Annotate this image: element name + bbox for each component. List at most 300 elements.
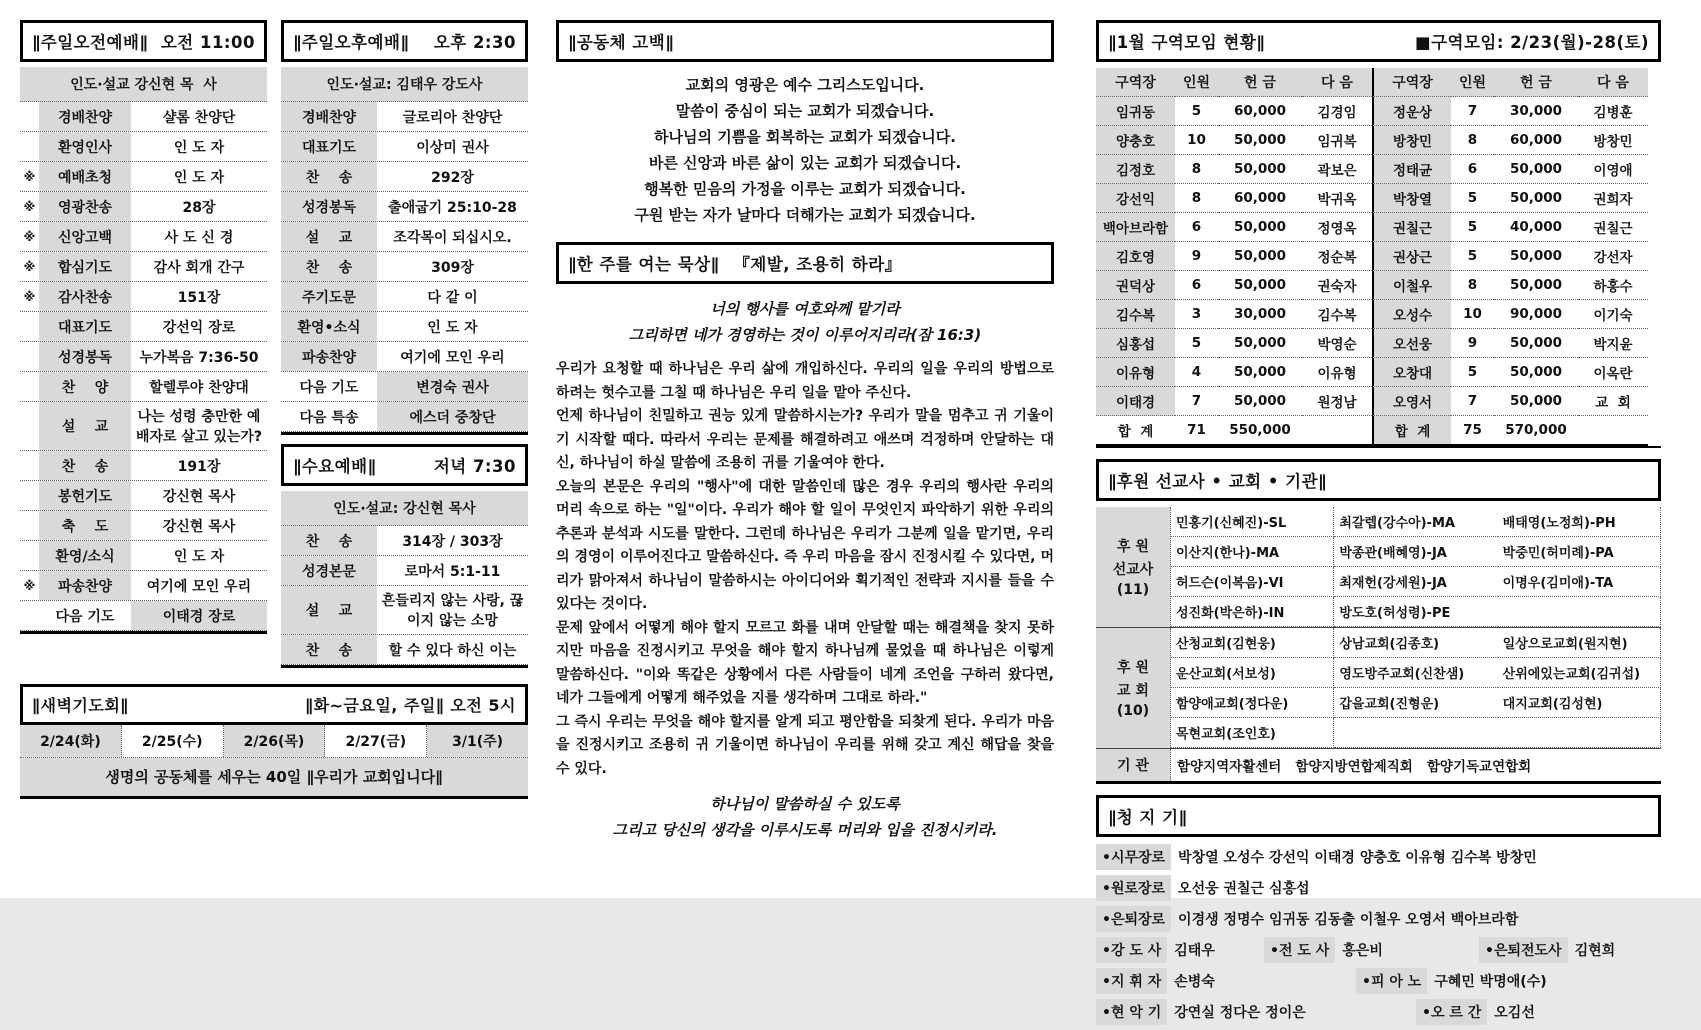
dawn-prayer-day: 2/27(금)	[325, 725, 427, 757]
closing-line: 그리고 당신의 생각을 이루시도록 머리와 입을 진정시키라.	[612, 821, 998, 839]
service-leader: 인도·설교 강신현 목 사	[20, 67, 267, 102]
service-item-value: 314장 / 303장	[402, 533, 503, 550]
missionary-cell: 배태영(노정희)-PH	[1498, 507, 1661, 537]
offering-amount: 50,000	[1494, 358, 1578, 387]
steward-pair	[1096, 937, 1264, 963]
service-row	[20, 342, 267, 372]
district-report-table	[1096, 68, 1661, 448]
service-item-value: 인 도 자	[173, 548, 225, 565]
next-host: 원정남	[1302, 387, 1372, 416]
meditation-paragraph: 언제 하나님이 친밀하고 권능 있게 말씀하시는가? 우리가 말을 멈추고 귀 기울이기 시작할 때다. 따라서 우리는 문제를 해결하려고 애쓰며 걱정하며 안달하는 대신, 하나님이 하실 말씀에 조용히 귀를 기울여야 한다.	[556, 408, 1054, 471]
service-row	[281, 102, 528, 132]
service-item-value: 글로리아 찬양단	[402, 109, 503, 126]
service-item-value: 다 같 이	[427, 289, 478, 306]
morning-service-rows	[20, 102, 267, 601]
church-cell: 일상으로교회(원지현)	[1498, 628, 1661, 658]
offering-amount: 50,000	[1218, 213, 1302, 242]
standing-mark	[20, 402, 39, 450]
wednesday-service-rows	[281, 526, 528, 665]
service-row	[281, 192, 528, 222]
label-line: 후 원	[1117, 660, 1149, 676]
offering-amount: 50,000	[1494, 155, 1578, 184]
offering-amount: 50,000	[1494, 329, 1578, 358]
missionary-cell: 허드슨(이복음)-VI	[1171, 567, 1334, 597]
service-item-label: 성경본문	[281, 556, 377, 585]
service-item-value: 에스더 중창단	[377, 402, 528, 431]
service-item-value: 여기에 모인 우리	[400, 349, 505, 366]
service-item-label: 찬 송	[281, 635, 377, 664]
service-item-label: 환영인사	[39, 132, 131, 161]
service-row	[20, 222, 267, 252]
service-leader: 인도·설교: 강신현 목사	[281, 491, 528, 526]
steward-names: 강연실 정다은 정이은	[1174, 1005, 1306, 1021]
service-item-value: 할렐루야 찬양대	[149, 379, 249, 396]
steward-row	[1096, 937, 1661, 963]
district-leader-name: 김정호	[1096, 155, 1175, 184]
missionary-cell: 이명우(김미애)-TA	[1498, 567, 1661, 597]
service-item-label: 축 도	[39, 511, 131, 540]
closing-line: 하나님이 말씀하실 수 있도록	[710, 795, 900, 813]
steward-role: •원로장로	[1096, 875, 1171, 901]
steward-row	[1096, 968, 1661, 994]
service-item-label: 찬 송	[39, 451, 131, 480]
service-item-value: 28장	[182, 199, 216, 216]
service-item-label: 찬 양	[39, 372, 131, 401]
service-row	[20, 511, 267, 541]
service-time: 오전 11:00	[160, 33, 255, 52]
service-time: 저녁 7:30	[433, 457, 516, 476]
dawn-prayer-panel	[20, 684, 528, 799]
next-host: 교 회	[1578, 387, 1648, 416]
service-row	[281, 162, 528, 192]
next-host: 김경임	[1302, 97, 1372, 126]
church-cell: 산청교회(김현웅)	[1171, 628, 1334, 658]
service-item-label: 신앙고백	[39, 222, 131, 251]
member-count: 7	[1175, 387, 1218, 416]
service-item-label: 감사찬송	[39, 282, 131, 311]
member-count: 7	[1451, 387, 1494, 416]
steward-pair	[1356, 968, 1554, 994]
steward-row	[1096, 999, 1661, 1025]
member-count: 8	[1451, 126, 1494, 155]
total-label: 합 계	[1096, 416, 1175, 446]
service-item-label: 대표기도	[39, 312, 131, 341]
next-host: 임귀복	[1302, 126, 1372, 155]
standing-mark	[20, 541, 39, 570]
service-row	[20, 132, 267, 162]
empty-cell	[1302, 416, 1372, 446]
steward-row	[1096, 906, 1661, 932]
member-count: 5	[1451, 213, 1494, 242]
service-row	[20, 252, 267, 282]
church-cell: 산위에있는교회(김귀섭)	[1498, 658, 1661, 688]
service-item-value: 변경숙 권사	[377, 372, 528, 401]
label-line: (11)	[1116, 582, 1150, 598]
offering-amount: 30,000	[1494, 97, 1578, 126]
church-cell	[1498, 718, 1661, 748]
standing-mark	[20, 132, 39, 161]
service-row	[20, 282, 267, 312]
total-members: 75	[1451, 416, 1494, 446]
next-duty-row	[20, 601, 267, 631]
service-row	[20, 451, 267, 481]
member-count: 6	[1175, 213, 1218, 242]
service-item-label: 다음 특송	[281, 402, 377, 431]
missionary-label	[1096, 507, 1171, 627]
service-item-value: 강선익 장로	[162, 319, 236, 336]
confession-line: 행복한 믿음의 가정을 이루는 교회가 되겠습니다.	[644, 180, 966, 198]
missionary-cell: 이산지(한나)-MA	[1171, 537, 1334, 567]
column-header: 다 음	[1578, 68, 1648, 97]
offering-amount: 50,000	[1218, 358, 1302, 387]
service-item-value: 흔들리지 않는 사랑, 끊이지 않는 소망	[381, 593, 524, 629]
panel-title-text: ∥청 지 기∥	[1108, 808, 1188, 827]
service-item-label: 다음 기도	[281, 372, 377, 401]
label-line: 후 원	[1117, 539, 1149, 555]
service-row	[281, 252, 528, 282]
service-row	[281, 556, 528, 586]
standing-mark: ※	[23, 259, 36, 274]
total-members: 71	[1175, 416, 1218, 446]
district-leader-name: 김호영	[1096, 242, 1175, 271]
member-count: 5	[1175, 329, 1218, 358]
standing-mark	[20, 342, 39, 371]
total-offering: 570,000	[1494, 416, 1578, 446]
dawn-prayer-day: 2/26(목)	[224, 725, 326, 757]
church-label	[1096, 628, 1171, 748]
member-count: 4	[1175, 358, 1218, 387]
standing-mark	[20, 102, 39, 131]
member-count: 7	[1451, 97, 1494, 126]
service-item-label: 다음 기도	[39, 601, 131, 630]
label-line: (10)	[1116, 703, 1150, 719]
report-section	[1096, 20, 1661, 1021]
confession-line: 말씀이 중심이 되는 교회가 되겠습니다.	[675, 102, 935, 120]
offering-amount: 50,000	[1218, 387, 1302, 416]
next-host: 이유형	[1302, 358, 1372, 387]
standing-mark	[20, 601, 39, 630]
service-item-value: 이태경 장로	[131, 601, 267, 630]
service-item-value: 191장	[177, 458, 221, 475]
next-duty-row	[281, 402, 528, 432]
dawn-prayer-slogan: 생명의 공동체를 세우는 40일 ∥우리가 교회입니다∥	[20, 758, 528, 799]
church-cell: 운산교회(서보성)	[1171, 658, 1334, 688]
support-title	[1096, 459, 1661, 501]
member-count: 6	[1175, 271, 1218, 300]
standing-mark: ※	[23, 199, 36, 214]
steward-row	[1096, 875, 1661, 901]
missionary-cell: 민홍기(신혜진)-SL	[1171, 507, 1334, 537]
service-row	[281, 342, 528, 372]
service-item-value: 151장	[177, 289, 221, 306]
service-item-value: 누가복음 7:36-50	[139, 349, 259, 366]
label-line: 교 회	[1117, 683, 1149, 699]
church-cell	[1334, 718, 1497, 748]
church-cell: 갑을교회(진형운)	[1334, 688, 1497, 718]
service-row	[20, 372, 267, 402]
next-duty-row	[281, 372, 528, 402]
service-item-value: 조각목이 되십시오.	[393, 229, 512, 246]
standing-mark	[20, 451, 39, 480]
panel-title-text: ∥새벽기도회∥	[32, 696, 129, 715]
service-leader: 인도·설교: 김태우 강도사	[281, 67, 528, 102]
next-host: 하홍수	[1578, 271, 1648, 300]
service-item-label: 환영•소식	[281, 312, 377, 341]
service-item-label: 찬 송	[281, 252, 377, 281]
next-host: 김수복	[1302, 300, 1372, 329]
steward-row	[1096, 844, 1661, 870]
service-item-value: 292장	[431, 169, 474, 186]
next-host: 박귀옥	[1302, 184, 1372, 213]
offering-amount: 60,000	[1494, 126, 1578, 155]
district-leader-name: 방창민	[1372, 126, 1451, 155]
standing-mark: ※	[23, 289, 36, 304]
morning-service-table	[20, 62, 267, 634]
missionary-cell: 최갈렙(강수아)-MA	[1334, 507, 1497, 537]
verse-line: 그리하면 네가 경영하는 것이 이루어지리라(잠 16:3)	[628, 326, 982, 344]
standing-mark	[20, 511, 39, 540]
district-leader-name: 오성수	[1372, 300, 1451, 329]
confession-line: 구원 받는 자가 날마다 더해가는 교회가 되겠습니다.	[634, 206, 976, 224]
district-leader-name: 임귀동	[1096, 97, 1175, 126]
member-count: 5	[1451, 358, 1494, 387]
church-cell: 함양애교회(정다운)	[1171, 688, 1334, 718]
church-cell: 대지교회(김성현)	[1498, 688, 1661, 718]
member-count: 3	[1175, 300, 1218, 329]
member-count: 8	[1175, 184, 1218, 213]
panel-title-text: ∥주일오전예배∥	[32, 33, 149, 52]
panel-title-text: ∥1월 구역모임 현황∥	[1108, 33, 1266, 52]
service-row	[281, 586, 528, 635]
steward-names: 홍은비	[1342, 943, 1383, 959]
afternoon-service-rows	[281, 102, 528, 372]
district-leader-name: 박창열	[1372, 184, 1451, 213]
service-item-label: 찬 송	[281, 526, 377, 555]
district-leader-name: 양충호	[1096, 126, 1175, 155]
afternoon-service-title	[281, 20, 528, 62]
next-host: 박영순	[1302, 329, 1372, 358]
service-item-label: 봉헌기도	[39, 481, 131, 510]
offering-amount: 60,000	[1218, 97, 1302, 126]
service-item-label: 대표기도	[281, 132, 377, 161]
service-row	[20, 571, 267, 601]
next-host: 권숙자	[1302, 271, 1372, 300]
verse-line: 너의 행사를 여호와께 맡기라	[710, 300, 900, 318]
dawn-prayer-day: 2/25(수)	[122, 725, 224, 757]
steward-names: 오선웅 권칠근 심홍섭	[1178, 881, 1310, 897]
missionary-cell: 박종관(배혜영)-JA	[1334, 537, 1497, 567]
next-host: 박지윤	[1578, 329, 1648, 358]
dawn-prayer-day: 2/24(화)	[20, 725, 122, 757]
service-item-label: 경배찬양	[281, 102, 377, 131]
district-leader-name: 김수복	[1096, 300, 1175, 329]
member-count: 8	[1451, 271, 1494, 300]
service-item-label: 파송찬양	[39, 571, 131, 600]
confession-title	[556, 20, 1054, 62]
meditation-title	[556, 242, 1054, 284]
dawn-prayer-days	[20, 725, 528, 758]
district-leader-name: 이철우	[1372, 271, 1451, 300]
next-host: 강선자	[1578, 242, 1648, 271]
standing-mark	[20, 481, 39, 510]
panel-title-text: ∥주일오후예배∥	[293, 33, 410, 52]
steward-role: •지 휘 자	[1096, 968, 1167, 994]
service-item-value: 이상미 권사	[416, 139, 489, 156]
afternoon-service-table	[281, 62, 528, 435]
member-count: 9	[1175, 242, 1218, 271]
steward-role: •시무장로	[1096, 844, 1171, 870]
member-count: 5	[1175, 97, 1218, 126]
next-host: 김병훈	[1578, 97, 1648, 126]
confession-line: 교회의 영광은 예수 그리스도입니다.	[685, 76, 925, 94]
district-leader-name: 강선익	[1096, 184, 1175, 213]
district-leader-name: 이태경	[1096, 387, 1175, 416]
stewards-list	[1096, 837, 1661, 1030]
organization-label: 기 관	[1096, 749, 1171, 781]
steward-role: •강 도 사	[1096, 937, 1167, 963]
offering-amount: 50,000	[1494, 271, 1578, 300]
service-item-label: 설 교	[281, 586, 377, 634]
service-item-value: 사 도 신 경	[164, 229, 234, 246]
service-item-value: 로마서 5:1-11	[404, 563, 501, 580]
service-item-value: 샬롬 찬양단	[162, 109, 236, 126]
steward-pair	[1264, 937, 1479, 963]
service-item-label: 성경봉독	[281, 192, 377, 221]
service-item-value: 출애굽기 25:10-28	[388, 199, 517, 216]
service-row	[281, 635, 528, 665]
steward-names: 이경생 정명수 임귀동 김동출 이철우 오영서 백아브라함	[1178, 912, 1519, 928]
service-item-label: 환영/소식	[39, 541, 131, 570]
standing-mark: ※	[23, 229, 36, 244]
offering-amount: 50,000	[1494, 387, 1578, 416]
dawn-prayer-title	[20, 684, 528, 725]
dawn-prayer-day: 3/1(주)	[427, 725, 528, 757]
service-item-label: 경배찬양	[39, 102, 131, 131]
steward-names: 구혜민 박명애(수)	[1434, 974, 1547, 990]
service-item-label: 예배초청	[39, 162, 131, 191]
church-block	[1096, 628, 1661, 749]
district-leader-name: 오창대	[1372, 358, 1451, 387]
service-row	[20, 102, 267, 132]
district-leader-name: 백아브라함	[1096, 213, 1175, 242]
morning-service-panel	[20, 20, 267, 668]
empty-cell	[1578, 416, 1648, 446]
column-header: 인원	[1175, 68, 1218, 97]
steward-pair	[1096, 968, 1356, 994]
missionary-cell: 성진화(박은하)-IN	[1171, 597, 1334, 627]
next-host: 이영애	[1578, 155, 1648, 184]
service-item-value: 강신현 목사	[162, 488, 236, 505]
member-count: 6	[1451, 155, 1494, 184]
service-item-label: 설 교	[39, 402, 131, 450]
next-host: 정영옥	[1302, 213, 1372, 242]
offering-amount: 30,000	[1218, 300, 1302, 329]
steward-names: 김태우	[1174, 943, 1215, 959]
service-item-value: 309장	[431, 259, 474, 276]
label-line: 선교사	[1112, 562, 1154, 578]
organization-row	[1096, 749, 1661, 781]
service-item-value: 인 도 자	[427, 319, 478, 336]
morning-service-title	[20, 20, 267, 62]
member-count: 8	[1175, 155, 1218, 184]
church-cell: 영도방주교회(신찬샘)	[1334, 658, 1497, 688]
steward-role: •피 아 노	[1356, 968, 1427, 994]
wednesday-service-title	[281, 444, 528, 486]
service-item-label: 합심기도	[39, 252, 131, 281]
member-count: 10	[1451, 300, 1494, 329]
member-count: 5	[1451, 184, 1494, 213]
next-host: 방창민	[1578, 126, 1648, 155]
wednesday-service-table	[281, 486, 528, 668]
steward-names: 김현희	[1574, 943, 1616, 959]
service-item-value: 인 도 자	[173, 139, 225, 156]
service-row	[20, 162, 267, 192]
missionary-grid	[1171, 507, 1661, 627]
service-time: 오후 2:30	[433, 33, 516, 52]
district-leader-name: 오영서	[1372, 387, 1451, 416]
meditation-body	[556, 358, 1054, 781]
confession-line: 바른 신앙과 바른 삶이 있는 교회가 되겠습니다.	[648, 154, 962, 172]
offering-amount: 90,000	[1494, 300, 1578, 329]
service-row	[281, 526, 528, 556]
service-item-label: 찬 송	[281, 162, 377, 191]
member-count: 5	[1451, 242, 1494, 271]
offering-amount: 50,000	[1494, 242, 1578, 271]
offering-amount: 40,000	[1494, 213, 1578, 242]
standing-mark	[20, 372, 39, 401]
service-item-value: 여기에 모인 우리	[146, 578, 252, 595]
total-offering: 550,000	[1218, 416, 1302, 446]
service-row	[281, 222, 528, 252]
worship-section	[20, 20, 528, 884]
meditation-verse	[556, 296, 1054, 348]
column-header: 다 음	[1302, 68, 1372, 97]
service-item-value: 감사 회개 간구	[153, 259, 245, 276]
service-row	[20, 192, 267, 222]
steward-names: 박창열 오성수 강선익 이태경 양충호 이유형 김수복 방창민	[1178, 850, 1537, 866]
offering-amount: 50,000	[1218, 242, 1302, 271]
meditation-paragraph: 그 즉시 우리는 무엇을 해야 할지를 알게 되고 평안함을 되찾게 된다. 우리가 마음을 진정시키고 조용히 귀 기울이면 하나님이 우리를 위해 갖고 계신 해답을 찾을 수 있다.	[556, 713, 1054, 777]
service-item-value: 인 도 자	[173, 169, 225, 186]
confession-meditation-section	[556, 20, 1054, 884]
support-table	[1096, 507, 1661, 784]
stewards-title	[1096, 795, 1661, 837]
missionary-cell: 박중민(허미례)-PA	[1498, 537, 1661, 567]
church-cell: 목현교회(조인호)	[1171, 718, 1334, 748]
district-leader-name: 권칠근	[1372, 213, 1451, 242]
column-header: 헌 금	[1494, 68, 1578, 97]
service-row	[20, 312, 267, 342]
service-item-label: 파송찬양	[281, 342, 377, 371]
next-host: 정순복	[1302, 242, 1372, 271]
missionary-cell: 방도호(허성령)-PE	[1334, 597, 1497, 627]
offering-amount: 50,000	[1218, 155, 1302, 184]
service-row	[281, 282, 528, 312]
organization-list: 함양지역자활센터 함양지방연합제직회 함양기독교연합회	[1177, 759, 1532, 775]
standing-mark: ※	[23, 169, 36, 184]
district-leader-name: 이유형	[1096, 358, 1175, 387]
confession-lines	[556, 62, 1054, 242]
service-item-label: 영광찬송	[39, 192, 131, 221]
district-leader-name: 정태균	[1372, 155, 1451, 184]
district-meeting-notice: ■구역모임: 2/23(월)-28(토)	[1414, 33, 1649, 52]
missionary-cell: 최재헌(강세원)-JA	[1334, 567, 1497, 597]
offering-amount: 50,000	[1218, 126, 1302, 155]
column-header: 구역장	[1096, 68, 1175, 97]
district-leader-name: 심홍섭	[1096, 329, 1175, 358]
offering-amount: 50,000	[1494, 184, 1578, 213]
steward-role: •은퇴장로	[1096, 906, 1171, 932]
